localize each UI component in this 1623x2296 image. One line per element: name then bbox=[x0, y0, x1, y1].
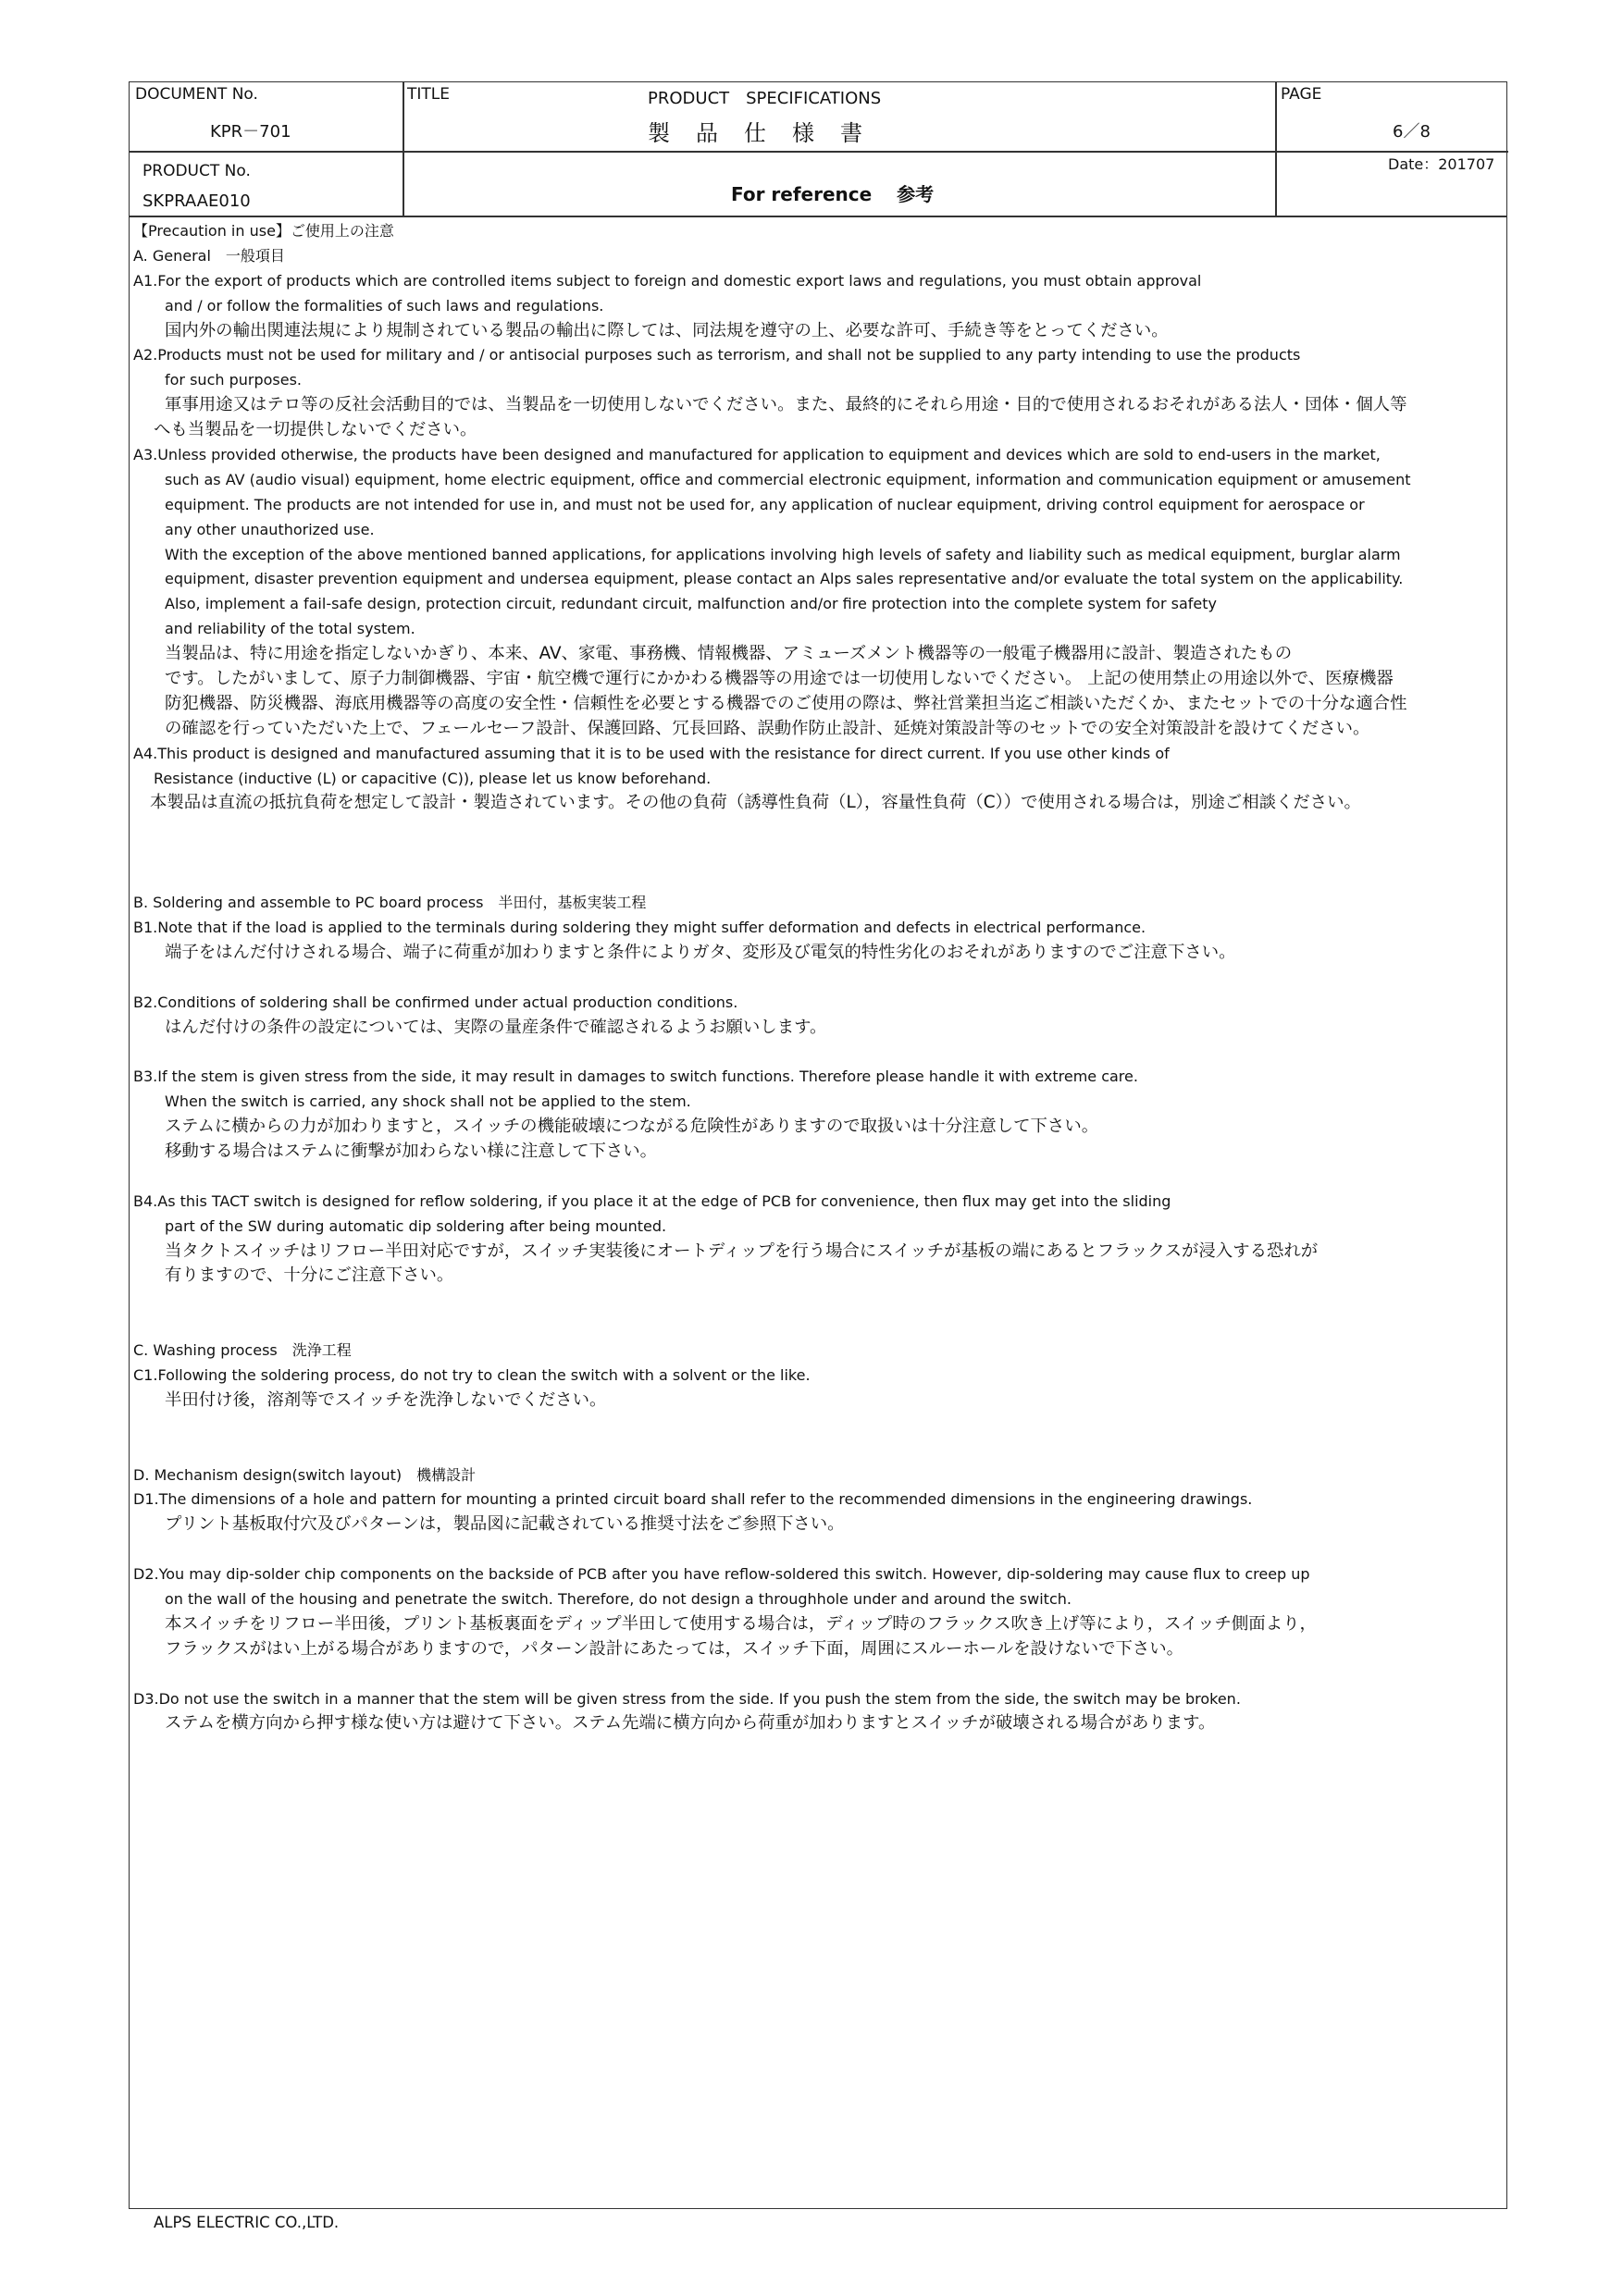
a3-line: and reliability of the total system. bbox=[165, 620, 415, 638]
divider bbox=[130, 216, 1506, 217]
a1-line-jp: 国内外の輸出関連法規により規制されている製品の輸出に際しては、同法規を遵守の上、必要な許可、手続き等をとってください。 bbox=[165, 320, 1169, 340]
title-jp: 製 品 仕 様 書 bbox=[648, 120, 864, 146]
date: Date：201707 bbox=[1388, 155, 1495, 173]
a1-line: and / or follow the formalities of such laws and regulations. bbox=[165, 296, 604, 315]
a2-line-jp: 軍事用途又はテロ等の反社会活動目的では、当製品を一切使用しないでください。また、最終的にそれら用途・目的で使用されるおそれがある法人・団体・個人等 bbox=[165, 395, 1407, 415]
b2-line: B2.Conditions of soldering shall be confirmed under actual production conditions. bbox=[133, 993, 738, 1011]
d2-line-jp: フラックスがはい上がる場合がありますので，パターン設計にあたっては，スイッチ下面，周囲にスルーホールを設けないで下さい。 bbox=[165, 1638, 1184, 1659]
a3-line: A3.Unless provided otherwise, the products have been designed and manufactured for application to equipment and devices which are sold to end-users in the market, bbox=[133, 446, 1381, 464]
b1-line-jp: 端子をはんだ付けされる場合、端子に荷重が加わりますと条件によりガタ、変形及び電気的特性劣化のおそれがありますのでご注意下さい。 bbox=[165, 942, 1236, 962]
b4-line: part of the SW during automatic dip soldering after being mounted. bbox=[165, 1216, 667, 1235]
company-name: ALPS ELECTRIC CO.,LTD. bbox=[154, 2214, 340, 2231]
a3-line: equipment. The products are not intended for use in, and must not be used for, any application of nuclear equipment, driving control equipment for aerospace or bbox=[165, 495, 1365, 513]
a3-line: any other unauthorized use. bbox=[165, 520, 375, 538]
b4-line-jp: 有りますので、十分にご注意下さい。 bbox=[165, 1265, 454, 1286]
c1-line-jp: 半田付け後，溶剤等でスイッチを洗浄しないでください。 bbox=[165, 1389, 607, 1410]
section-d-heading: D. Mechanism design(switch layout) 機構設計 bbox=[133, 1465, 477, 1484]
b3-line-jp: ステムに横からの力が加わりますと，スイッチの機能破壊につながる危険性がありますので取扱いは十分注意して下さい。 bbox=[165, 1117, 1099, 1137]
b1-line: B1.Note that if the load is applied to the terminals during soldering they might suffer deformation and defects in electrical performance. bbox=[133, 918, 1146, 936]
c1-line: C1.Following the soldering process, do not try to clean the switch with a solvent or the like. bbox=[133, 1365, 811, 1384]
page-number: 6／8 bbox=[1393, 122, 1431, 142]
d2-line: D2.You may dip-solder chip components on the backside of PCB after you have reflow-soldered this switch. However, dip-soldering may cause flux to creep up bbox=[133, 1565, 1310, 1584]
title-en: PRODUCT SPECIFICATIONS bbox=[648, 89, 882, 108]
a3-line-jp: の確認を行っていただいた上で、フェールセーフ設計、保護回路、冗長回路、誤動作防止設計、延焼対策設計等のセットでの安全対策設計を設けてください。 bbox=[165, 718, 1370, 738]
precautions-body bbox=[133, 219, 1503, 1736]
b3-line: B3.If the stem is given stress from the side, it may result in damages to switch functions. Therefore please handle it with extreme care. bbox=[133, 1068, 1138, 1086]
section-b-heading: B. Soldering and assemble to PC board process 半田付，基板実装工程 bbox=[133, 894, 647, 912]
a3-line-jp: 当製品は、特に用途を指定しないかぎり、本来、AV、家電、事務機、情報機器、アミューズメント機器等の一般電子機器用に設計、製造されたもの bbox=[165, 644, 1293, 664]
title-block bbox=[130, 82, 1506, 217]
a3-line: With the exception of the above mentioned banned applications, for applications involving high levels of safety and liability such as medical equipment, burglar alarm bbox=[165, 545, 1401, 563]
d1-line-jp: プリント基板取付穴及びパターンは，製品図に記載されている推奨寸法をご参照下さい。 bbox=[165, 1514, 845, 1535]
section-a-heading: A. General 一般項目 bbox=[133, 246, 285, 265]
d3-line: D3.Do not use the switch in a manner that the stem will be given stress from the side. If you push the stem from the side, the switch may be broken. bbox=[133, 1689, 1241, 1708]
a2-line: A2.Products must not be used for military and / or antisocial purposes such as terrorism, and shall not be supplied to any party intending to use the products bbox=[133, 346, 1301, 364]
b4-line: B4.As this TACT switch is designed for reflow soldering, if you place it at the edge of PCB for convenience, then flux may get into the sliding bbox=[133, 1191, 1171, 1210]
b4-line-jp: 当タクトスイッチはリフロー半田対応ですが，スイッチ実装後にオートディップを行う場合にスイッチが基板の端にあるとフラックスが浸入する恐れが bbox=[165, 1241, 1319, 1261]
title-label: TITLE bbox=[407, 85, 450, 104]
b3-line: When the switch is carried, any shock shall not be applied to the stem. bbox=[165, 1092, 691, 1111]
document-no: KPR－701 bbox=[210, 122, 291, 142]
a3-line-jp: 防犯機器、防災機器、海底用機器等の高度の安全性・信頼性を必要とする機器でのご使用の際は、弊社営業担当迄ご相談いただくか、またセットでの十分な適合性 bbox=[165, 693, 1407, 713]
reference-label: For reference 参考 bbox=[731, 183, 935, 205]
a1-line: A1.For the export of products which are controlled items subject to foreign and domestic export laws and regulations, you must obtain approval bbox=[133, 271, 1202, 290]
section-heading: 【Precaution in use】ご使用上の注意 bbox=[133, 222, 394, 240]
a4-line-jp: 本製品は直流の抵抗負荷を想定して設計・製造されています。その他の負荷（誘導性負荷（L），容量性負荷（C））で使用される場合は，別途ご相談ください。 bbox=[150, 793, 1361, 813]
a3-line: Also, implement a fail-safe design, protection circuit, redundant circuit, malfunction and/or fire protection into the complete system for safety bbox=[165, 595, 1217, 613]
page-label: PAGE bbox=[1281, 85, 1322, 104]
a3-line: such as AV (audio visual) equipment, home electric equipment, office and commercial electronic equipment, information and communication equipment or amusement bbox=[165, 470, 1411, 488]
d1-line: D1.The dimensions of a hole and pattern for mounting a printed circuit board shall refer to the recommended dimensions in the engineering drawings. bbox=[133, 1490, 1253, 1509]
product-no: SKPRAAE010 bbox=[142, 191, 251, 211]
a3-line-jp: です。したがいまして、原子力制御機器、宇宙・航空機で運行にかかわる機器等の用途では一切使用しないでください。 上記の使用禁止の用途以外で、医療機器 bbox=[165, 669, 1394, 689]
d2-line: on the wall of the housing and penetrate the switch. Therefore, do not design a throughhole under and around the switch. bbox=[165, 1589, 1072, 1608]
b3-line-jp: 移動する場合はステムに衝撃が加わらない様に注意して下さい。 bbox=[165, 1141, 658, 1161]
divider bbox=[403, 151, 1275, 153]
spec-sheet-frame bbox=[129, 81, 1507, 2209]
document-no-label: DOCUMENT No. bbox=[135, 85, 258, 104]
a2-line: for such purposes. bbox=[165, 371, 303, 389]
divider bbox=[403, 82, 404, 217]
a2-line-jp: へも当製品を一切提供しないでください。 bbox=[154, 420, 477, 440]
a4-line: Resistance (inductive (L) or capacitive (C)), please let us know beforehand. bbox=[154, 769, 712, 787]
a4-line: A4.This product is designed and manufactured assuming that it is to be used with the resistance for direct current. If you use other kinds of bbox=[133, 744, 1170, 762]
a3-line: equipment, disaster prevention equipment and undersea equipment, please contact an Alps sales representative and/or evaluate the total system on the applicability. bbox=[165, 570, 1404, 588]
product-no-label: PRODUCT No. bbox=[142, 162, 251, 180]
section-c-heading: C. Washing process 洗浄工程 bbox=[133, 1341, 352, 1360]
divider bbox=[130, 151, 403, 153]
d3-line-jp: ステムを横方向から押す様な使い方は避けて下さい。ステム先端に横方向から荷重が加わりますとスイッチが破壊される場合があります。 bbox=[165, 1713, 1216, 1734]
d2-line-jp: 本スイッチをリフロー半田後，プリント基板裏面をディップ半田して使用する場合は，ディップ時のフラックス吹き上げ等により，スイッチ側面より， bbox=[165, 1613, 1317, 1634]
divider bbox=[1275, 82, 1277, 217]
b2-line-jp: はんだ付けの条件の設定については、実際の量産条件で確認されるようお願いします。 bbox=[165, 1017, 827, 1037]
